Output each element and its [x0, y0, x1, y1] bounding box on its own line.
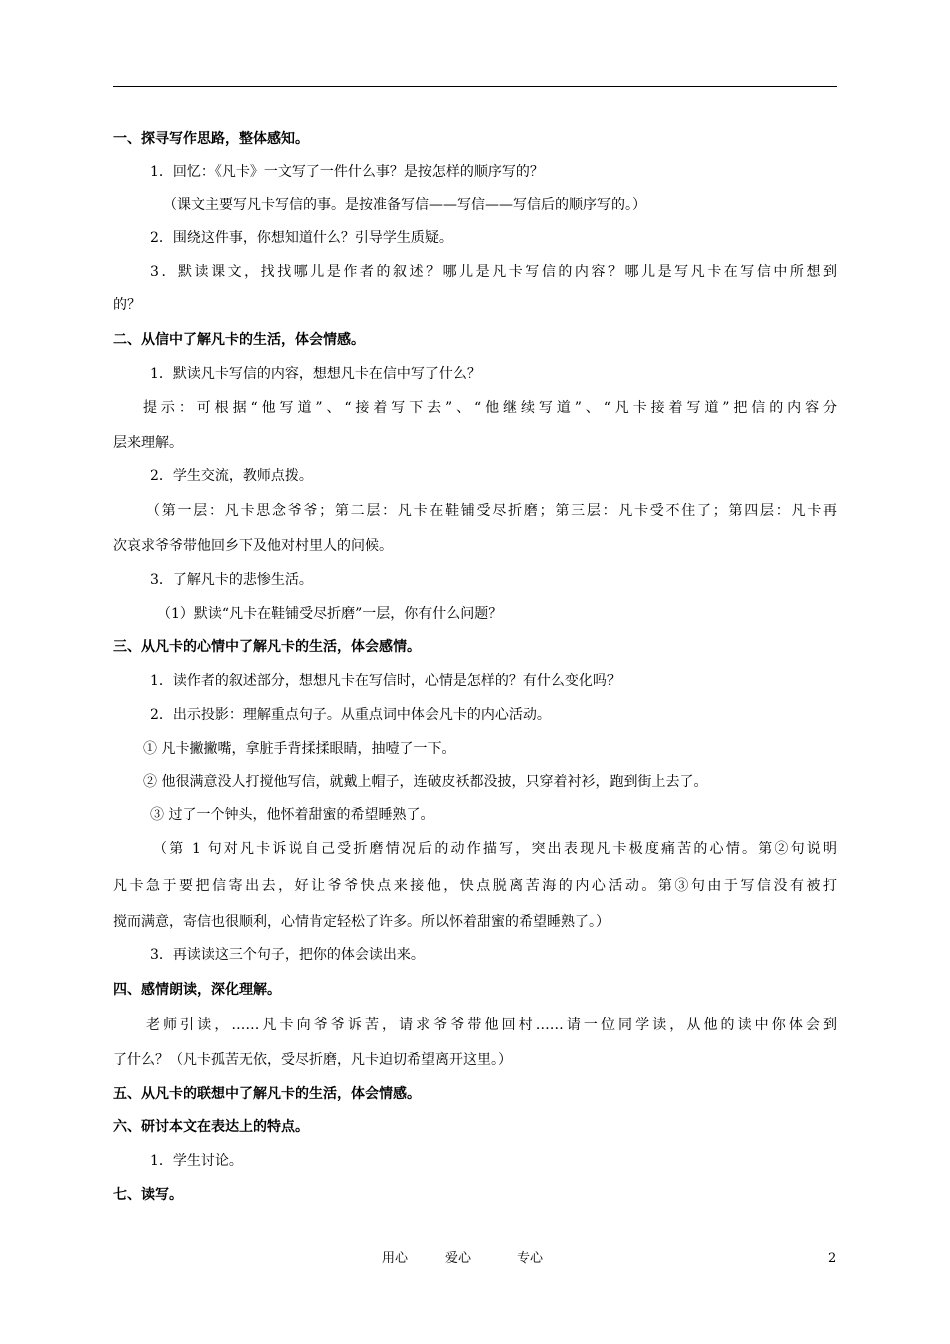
- paragraph-line: 2．出示投影：理解重点句子。从重点词中体会凡卡的内心活动。: [150, 707, 551, 723]
- section-heading-2: 二、从信中了解凡卡的生活，体会情感。: [113, 332, 365, 348]
- paragraph-line: 1．学生讨论。: [150, 1153, 243, 1169]
- page-number: 2: [828, 1251, 837, 1266]
- paragraph-line: （课文主要写凡卡写信的事。是按准备写信——写信——写信后的顺序写的。）: [163, 197, 646, 213]
- paragraph-line: 次哀求爷爷带他回乡下及他对村里人的问候。: [113, 538, 393, 554]
- paragraph-line: ② 他很满意没人打搅他写信，就戴上帽子，连破皮袄都没披，只穿着衬衫，跑到街上去了。: [143, 774, 708, 790]
- footer-motto-1: 用心: [382, 1251, 409, 1266]
- paragraph-line: 1．回忆：《凡卡》一文写了一件什么事？是按怎样的顺序写的？: [150, 164, 544, 180]
- paragraph-line: 了什么？（凡卡孤苦无依，受尽折磨，凡卡迫切希望离开这里。）: [113, 1052, 512, 1068]
- paragraph-line: 的？: [113, 297, 141, 313]
- paragraph-line: ③ 过了一个钟头，他怀着甜蜜的希望睡熟了。: [150, 807, 435, 823]
- paragraph-line: 3．默读课文，找找哪儿是作者的叙述？哪儿是凡卡写信的内容？哪儿是写凡卡在写信中所想到: [150, 264, 837, 280]
- paragraph-line: 2．围绕这件事，你想知道什么？引导学生质疑。: [150, 230, 453, 246]
- paragraph-line: 1．默读凡卡写信的内容，想想凡卡在信中写了什么？: [150, 366, 481, 382]
- paragraph-line: 层来理解。: [113, 435, 183, 451]
- paragraph-line: （第一层：凡卡思念爷爷；第二层：凡卡在鞋铺受尽折磨；第三层：凡卡受不住了；第四层：凡卡再: [146, 503, 837, 519]
- paragraph-line: 3．了解凡卡的悲惨生活。: [150, 572, 313, 588]
- section-heading-6: 六、研讨本文在表达上的特点。: [113, 1119, 309, 1135]
- header-rule: [113, 86, 837, 87]
- paragraph-line: 老师引读，……凡卡向爷爷诉苦，请求爷爷带他回村……请一位同学读，从他的读中你体会到: [146, 1017, 837, 1033]
- paragraph-line: 搅而满意，寄信也很顺利，心情肯定轻松了许多。所以怀着甜蜜的希望睡熟了。）: [113, 914, 610, 930]
- section-heading-7: 七、读写。: [113, 1187, 183, 1203]
- section-heading-4: 四、感情朗读，深化理解。: [113, 982, 281, 998]
- paragraph-line: 提示：可根据“他写道”、“接着写下去”、“他继续写道”、“凡卡接着写道”把信的内容分: [143, 400, 837, 416]
- paragraph-line: 3．再读读这三个句子，把你的体会读出来。: [150, 947, 425, 963]
- section-heading-5: 五、从凡卡的联想中了解凡卡的生活，体会情感。: [113, 1086, 421, 1102]
- paragraph-line: 2．学生交流，教师点拨。: [150, 468, 313, 484]
- paragraph-line: （1）默读“凡卡在鞋铺受尽折磨”一层，你有什么问题？: [157, 606, 503, 622]
- footer-motto-2: 爱心: [445, 1251, 472, 1266]
- paragraph-line: 1．读作者的叙述部分，想想凡卡在写信时，心情是怎样的？有什么变化吗？: [150, 673, 621, 689]
- paragraph-line: （第 1 句对凡卡诉说自己受折磨情况后的动作描写，突出表现凡卡极度痛苦的心情。第②句说明: [153, 841, 837, 857]
- paragraph-line: ① 凡卡撇撇嘴，拿脏手背揉揉眼睛，抽噎了一下。: [143, 741, 456, 757]
- section-heading-3: 三、从凡卡的心情中了解凡卡的生活，体会感情。: [113, 639, 421, 655]
- footer-motto-3: 专心: [517, 1251, 544, 1266]
- paragraph-line: 凡卡急于要把信寄出去，好让爷爷快点来接他，快点脱离苦海的内心活动。第③句由于写信没有被打: [113, 878, 837, 894]
- section-heading-1: 一、探寻写作思路，整体感知。: [113, 131, 309, 147]
